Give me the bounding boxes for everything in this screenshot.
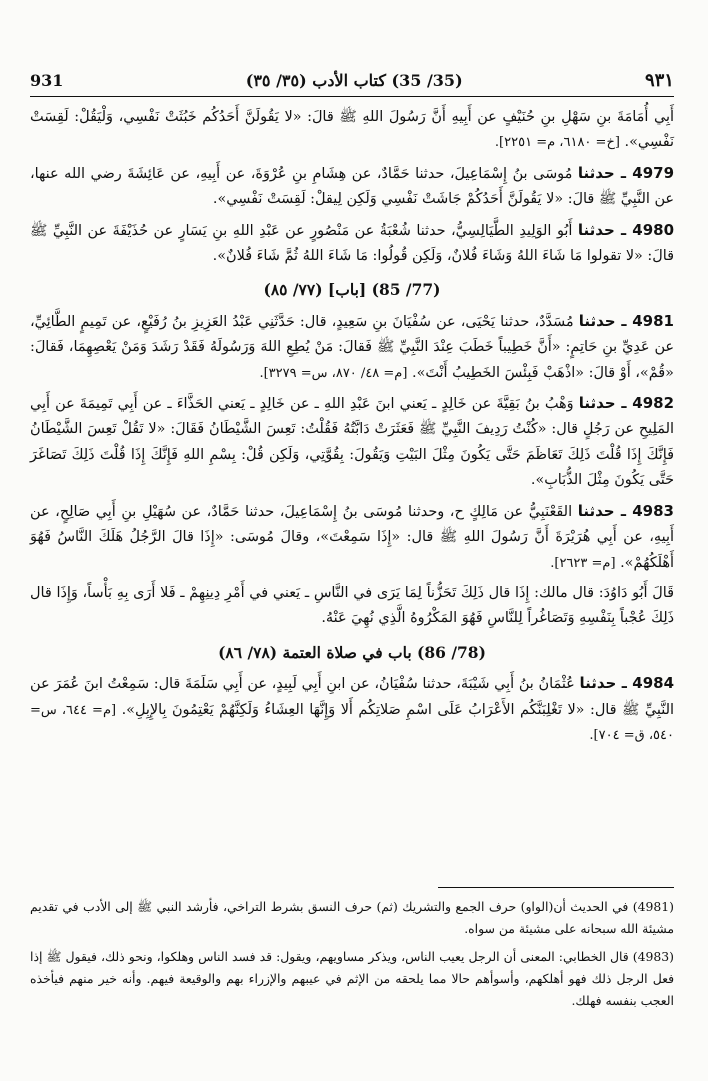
hadith-number: 4979 ـ حدثنا bbox=[577, 163, 675, 182]
page-number-arabic: ٩٣١ bbox=[644, 69, 674, 91]
hadith-reference: [م= ٢٦٢٣]. bbox=[550, 555, 616, 571]
footnotes bbox=[30, 896, 674, 1018]
comment-text: قَالَ أَبُو دَاوُدَ: قال مالك: إِذَا قال ذَلِكَ تَحَزُّناً لِمَا يَرَى في النَّاسِ ـ يَعني في أَمْرِ دِينِهِمْ ـ فَلا أَرَى بِهِ بَأْساً، وَإِذَا قال ذَلِكَ عُجْباً بِنَفْسِهِ وَتَصَاغُراً لِلنَّاسِ فَهُوَ المَكْرُوهُ الَّذِي نُهِيَ عَنْهُ. bbox=[30, 584, 674, 627]
hadith-text: القَعْنَبِيُّ عن مَالِكٍ ح، وحدثنا مُوسَى بنُ إِسْمَاعِيلَ، حدثنا حَمَّادٌ، عن سُهَيْلِ بنِ أَبِي صَالِحٍ، عن أَبِيهِ، عن أَبِي هُرَيْرَةَ أَنَّ رَسُولَ اللهِ ﷺ قال: «إِذَا سَمِعْتَ»، وقالَ مُوسَى: «إِذَا قالَ الرَّجُلُ هَلَكَ النَّاسُ فَهُوَ أَهْلَكُهُمْ». bbox=[30, 503, 674, 571]
page-number-latin: 931 bbox=[30, 70, 64, 90]
footnote-4983: (4983) قال الخطابي: المعنى أن الرجل يعيب الناس، ويذكر مساويهم، ويقول: قد فسد الناس وهلكوا، ونحو ذلك، فيقول ﷺ إذا فعل الرجل ذلك فهو أهلكهم، وأسوأهم حالا مما يلحقه من الإثم في عيبهم والإزراء بهم والوقيعة فيهم. وأنه خير منهم فيأخذه العجب بنفسه فهلك. bbox=[30, 949, 674, 1008]
hadith-number: 4980 ـ حدثنا bbox=[577, 220, 675, 239]
running-title: (35/ 35) كتاب الأدب (٣٥/ ٣٥) bbox=[245, 70, 463, 90]
hadith-number: 4983 ـ حدثنا bbox=[577, 501, 674, 520]
hadith-number: 4982 ـ حدثنا bbox=[578, 394, 675, 413]
hadith-4982 bbox=[30, 391, 674, 494]
footnote-4981: (4981) في الحديث أن(الواو) حرف الجمع والتشريك (ثم) حرف النسق بشرط التراخي، فأرشد النبي ﷺ إلى الأدب في تقديم مشيئة الله سبحانه على مشيئة من سواه. bbox=[30, 899, 674, 936]
hadith-reference: [م= ٤٨/ ٨٧٠، س= ٣٢٧٩]. bbox=[259, 365, 408, 381]
hadith-4980 bbox=[30, 218, 674, 270]
hadith-text: وَهْبُ بنُ بَقِيَّةَ عن خَالِدٍ ـ يَعني ابنَ عَبْدِ اللهِ ـ عن خَالِدٍ ـ يَعني الحَذَّاءَ ـ عن أَبِي تَمِيمَةَ عن أَبِي المَلِيحِ عن رَجُلٍ قال: «كُنْتُ رَدِيفَ النَّبِيِّ ﷺ فَعَثَرَتْ دَابَّتُهُ فَقُلْتُ: تَعِسَ الشَّيْطَانُ فَقَالَ: «لا تَقُلْ تَعِسَ الشَّيْطَانُ فَإِنَّكَ إِذَا قُلْتَ ذَلِكَ تَعَاظَمَ حَتَّى يَكُونَ مِثْلَ البَيْتِ وَيَقُولَ: بِقُوَّتِي، وَلَكِن قُلْ: بِسْمِ اللهِ فَإِنَّكَ إِذَا قُلْتَ ذَلِكَ تَصَاغَرَ حَتَّى يَكُونَ مِثْلَ الذُّبَابِ». bbox=[30, 396, 674, 489]
hadith-4979 bbox=[30, 161, 674, 213]
hadith-number: 4984 ـ حدثنا bbox=[579, 674, 675, 693]
hadith-text: أَبِي أُمَامَةَ بنِ سَهْلِ بنِ حُنَيْفٍ عن أَبِيهِ أَنَّ رَسُولَ اللهِ ﷺ قالَ: «لا يَقُولَنَّ أَحَدُكُم خَبُثَتْ نَفْسِي، وَلْيَقُلْ: لَقِسَتْ نَفْسِي». bbox=[30, 109, 674, 151]
chapter-heading-86: (78/ 86) باب في صلاة العتمة (٧٨/ ٨٦) bbox=[218, 642, 486, 662]
hadith-4984 bbox=[30, 671, 674, 748]
hadith-4981 bbox=[30, 309, 674, 386]
hadith-continuation bbox=[30, 104, 674, 156]
footnote-rule bbox=[438, 887, 674, 888]
hadith-4983 bbox=[30, 499, 674, 576]
hadith-reference: [م= ٦٤٤، س= ٥٤٠، ق= ٧٠٤]. bbox=[30, 702, 674, 743]
abu-dawud-comment bbox=[30, 581, 674, 632]
hadith-text: مُوسَى بنُ إِسْمَاعِيلَ، حدثنا حَمَّادٌ، عن هِشَامِ بنِ عُرْوَةَ، عن أَبِيهِ، عن عَائِشَةَ رضي الله عنها، عن النَّبِيِّ ﷺ قالَ: «لا يَقُولَنَّ أَحَدُكُمْ جَاشَتْ نَفْسِي وَلَكِن لِيقلْ: لَقِسَتْ نَفْسِي». bbox=[30, 165, 674, 208]
hadith-text: مُسَدَّدٌ، حدثنا يَحْيَى، عن سُفْيَانَ بنِ سَعِيدٍ، قال: حَدَّثَنِي عَبْدُ العَزِيزِ بنُ رُفَيْعٍ، عن تَمِيمٍ الطَّائِيِّ، عن عَدِيِّ بنِ حَاتِمٍ: «أَنَّ خَطِيباً خَطَبَ عِنْدَ النَّبِيِّ ﷺ فَقالَ: مَنْ يُطِعِ اللهَ وَرَسُولَهُ فَقَدْ رَشَدَ وَمَنْ يَعْصِهِمَا، فَقالَ: «قُمْ»، أَوْ قالَ: «اذْهَبْ فَبِئْسَ الخَطِيبُ أَنْتَ». bbox=[30, 313, 674, 381]
hadith-number: 4981 ـ حدثنا bbox=[578, 311, 674, 330]
hadith-text: عُثْمَانُ بنُ أَبِي شَيْبَةَ، حدثنا سُفْيَانُ، عن ابنِ أَبِي لَبِيدٍ، عن أَبِي سَلَمَةَ قال: سَمِعْتُ ابنَ عُمَرَ عن النَّبِيِّ ﷺ قال: «لا تَغْلِبَنَّكُم الأَعْرَابُ عَلَى اسْمِ صَلاتِكُم أَلا وَإِنَّهَا العِشَاءُ وَلَكِنَّهُمْ يَعْتِمُونَ بِالإِبِلِ». bbox=[30, 676, 674, 718]
hadith-text: أَبُو الوَلِيدِ الطَّيَالِسِيُّ، حدثنا شُعْبَةُ عن مَنْصُورٍ عن عَبْدِ اللهِ بنِ يَسَارٍ عن حُذَيْفَةَ عن النَّبِيِّ ﷺ قالَ: «لا تقولوا مَا شَاءَ اللهُ وَشَاءَ فُلانٌ، وَلَكِن قُولُوا: مَا شَاءَ اللهُ ثُمَّ شَاءَ فُلانٌ». bbox=[30, 222, 674, 265]
page-header bbox=[30, 66, 674, 94]
main-text bbox=[30, 104, 674, 753]
header-rule bbox=[30, 96, 674, 97]
hadith-reference: [خ= ٦١٨٠، م= ٢٢٥١]. bbox=[494, 135, 620, 151]
chapter-heading-85: (77/ 85) [باب] (٧٧/ ٨٥) bbox=[263, 280, 441, 300]
